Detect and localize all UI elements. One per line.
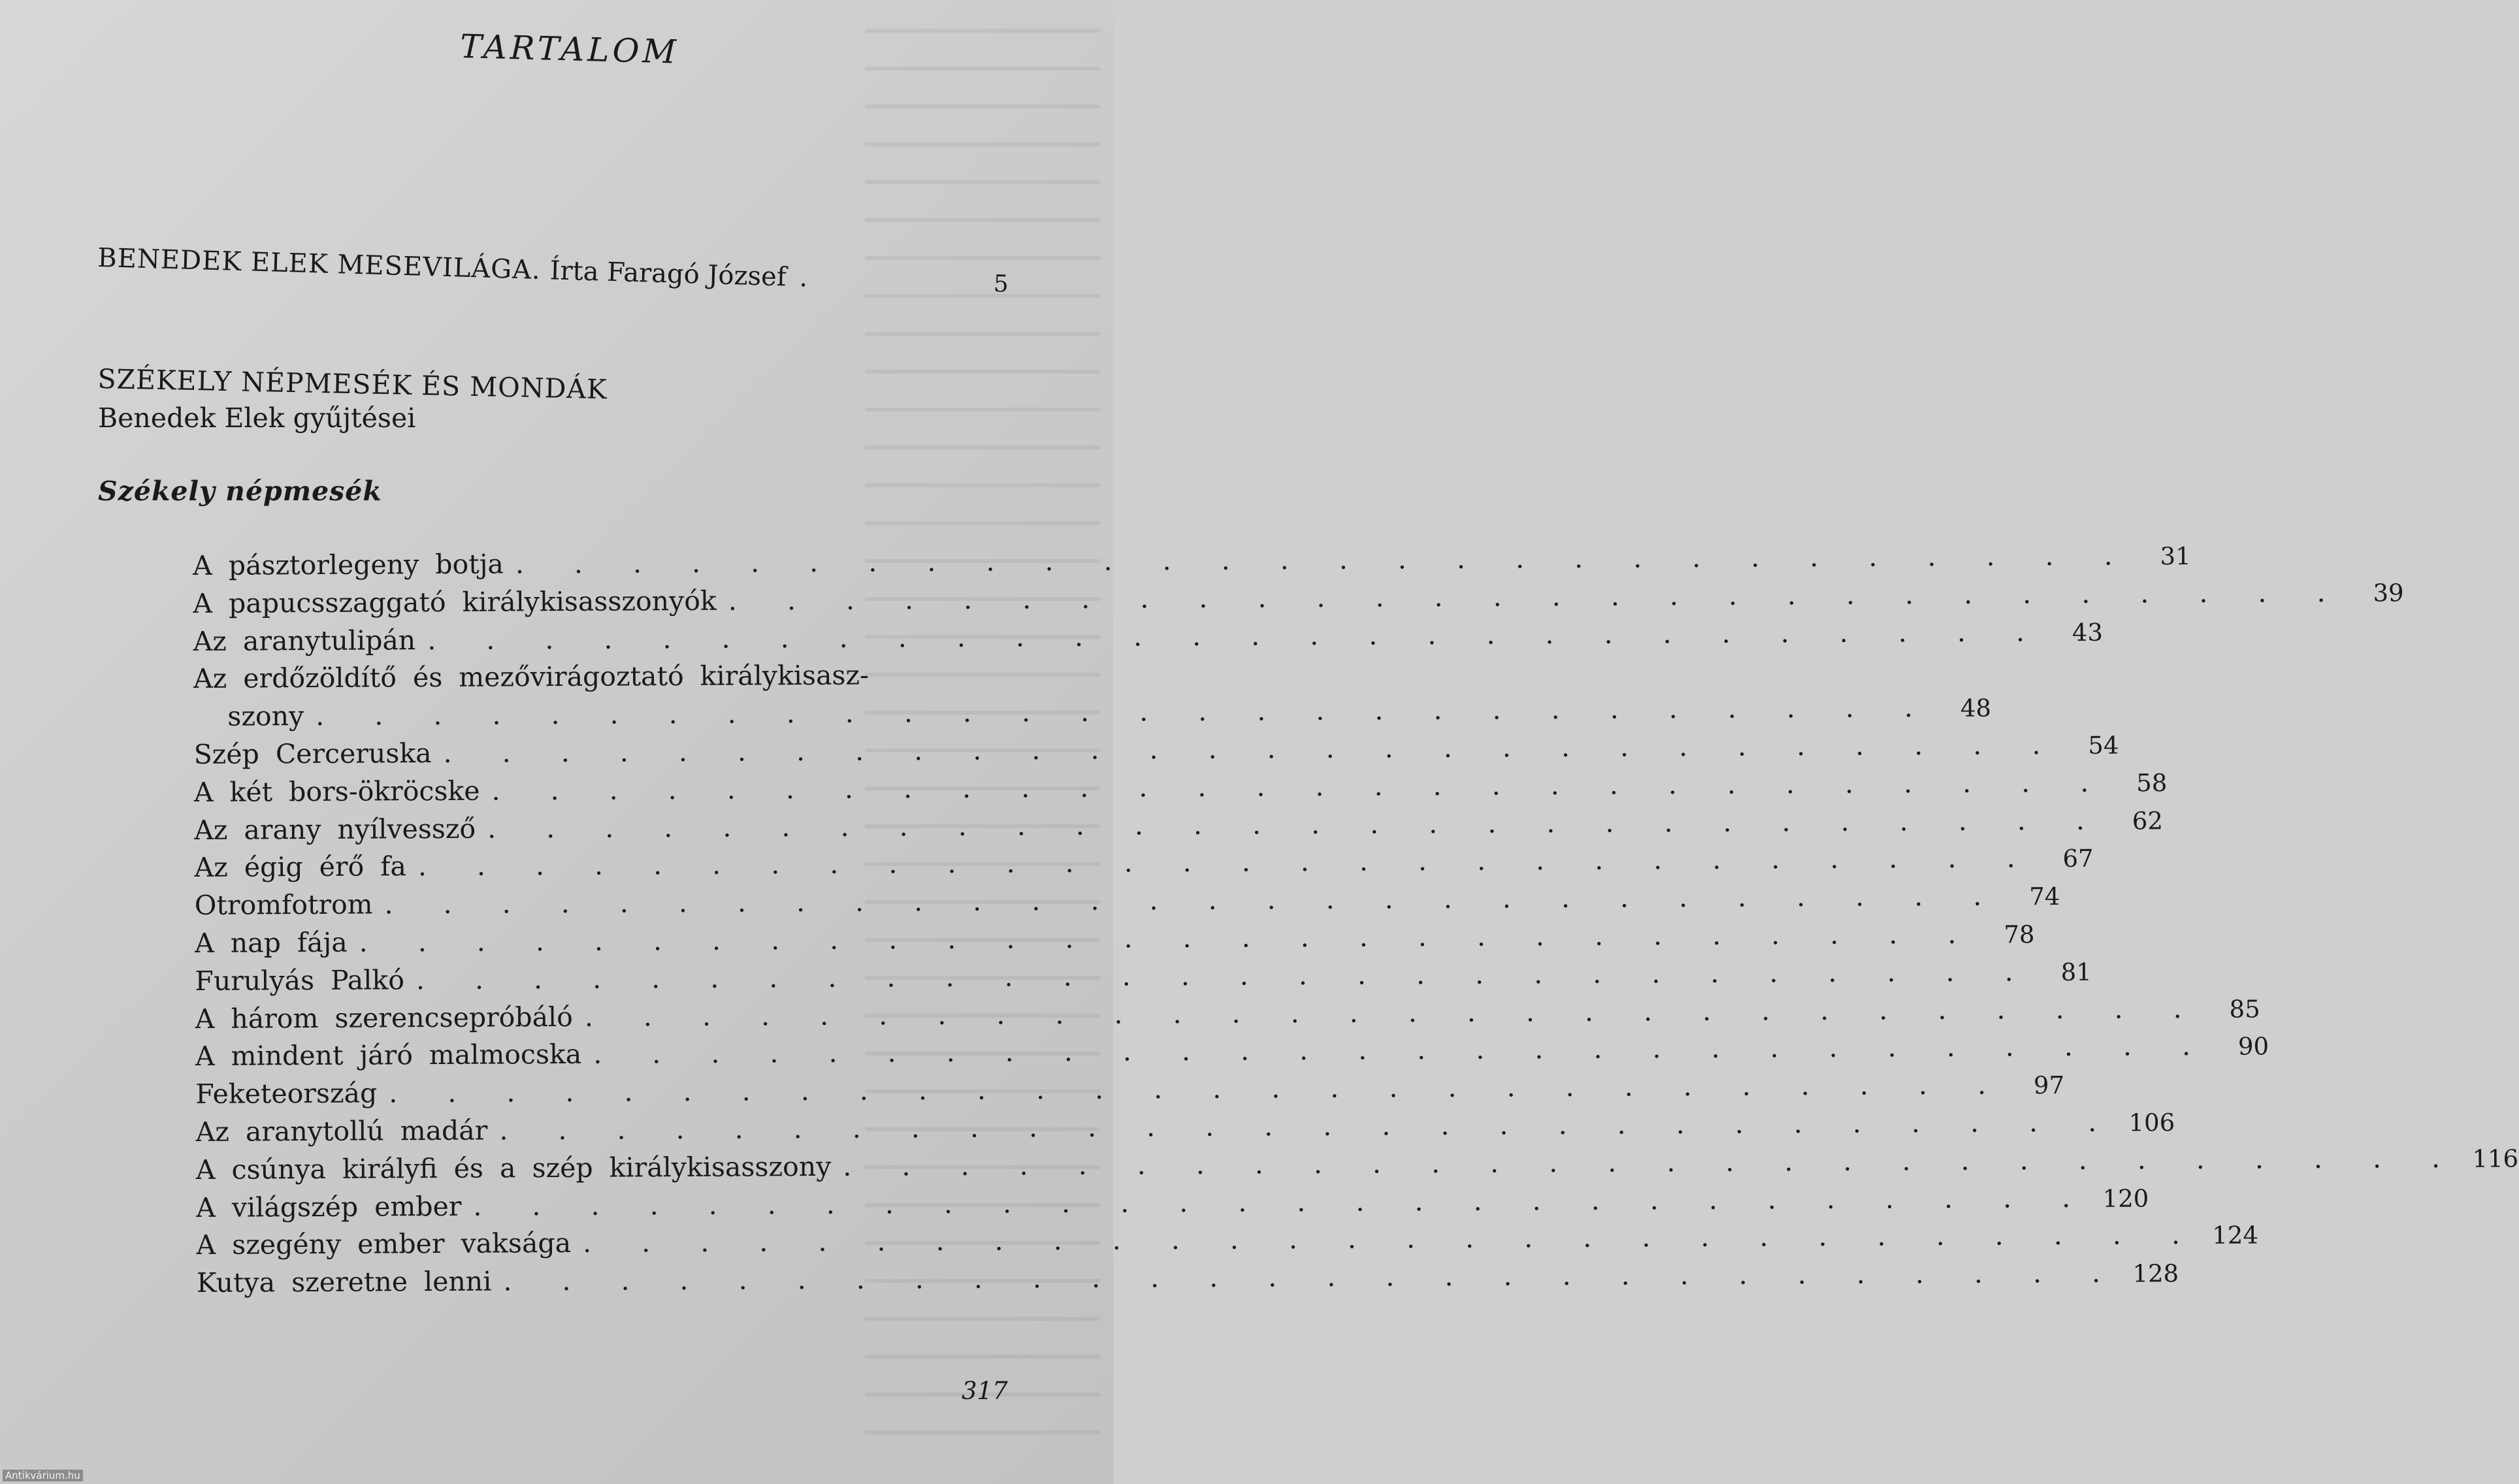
toc-entry-page: 120 (2102, 1184, 2149, 1213)
toc-entry (193, 729, 2119, 776)
toc-entry-title: A három szerencsepróbáló (195, 1001, 574, 1035)
toc-entry-title: Feketeország (195, 1077, 378, 1110)
toc-entry (195, 956, 2092, 1003)
toc-leader: . . . . . . . . . . . . . . . . . . . . . . . . . . . . (427, 615, 2042, 656)
toc-entry (196, 1219, 2259, 1267)
toc-entry (195, 1030, 2269, 1078)
toc-entry-page: 81 (2060, 958, 2092, 986)
toc-entry-title: Az erdőzöldítő és mezővirágoztató királykisasz- (193, 659, 869, 695)
toc-entry-page: 90 (2237, 1032, 2269, 1061)
toc-entry-page: 54 (2088, 731, 2119, 760)
toc-entry (195, 918, 2035, 965)
toc-entry-title: Kutya szeretne lenni (196, 1265, 492, 1299)
toc-entry-title: Furulyás Palkó (195, 964, 405, 997)
toc-leader: . . . . . . . . . . . . . . . . . . . . . . . . . . . . (843, 1142, 2458, 1182)
toc-entry-page: 116 (2472, 1144, 2519, 1173)
toc-entry-title: A mindent járó malmocska (195, 1039, 582, 1073)
toc-entry-page: 128 (2132, 1259, 2179, 1288)
toc-entry-continuation (193, 692, 1992, 739)
subsection-title: Székely népmesék (98, 476, 382, 507)
toc-leader: . . . . . . . . . . . . . . . . . . . . . . . . . . . . (415, 956, 2030, 995)
toc-leader: . . . . . . . . . . . . . . . . . . . . . . . . . . . . (491, 766, 2106, 807)
toc-entry-title: Az aranytulipán (193, 624, 416, 657)
toc-entry (195, 1142, 2519, 1191)
toc-entry-title: Az arany nyílvessző (194, 813, 476, 846)
toc-entry-title: A csúnya királyfi és a szép királykisasszony (195, 1150, 832, 1186)
toc-leader: . . . . . . . . . . . . . . . . . . . . . . . . . . . . (443, 729, 2058, 769)
toc-entry-title: A pásztorlegeny botja (193, 548, 504, 581)
page-number: 317 (962, 1377, 1008, 1405)
toc-leader: . . . . . . . . . . . . . . . . . . . . . . . . . . . . (503, 1257, 2118, 1297)
toc-entry-page: 39 (2373, 579, 2404, 607)
toc-entry-page: 106 (2128, 1108, 2175, 1137)
toc-entry-page: 48 (1960, 694, 1992, 723)
toc-leader: . . . . . . . . . . . . . . . . . . . . . . . . . . . . (473, 1182, 2088, 1222)
toc-entry-page: 97 (2033, 1071, 2065, 1100)
toc-entry-title: A papucsszaggató királykisasszonyók (193, 585, 717, 619)
toc-entry-page: 31 (2160, 541, 2191, 571)
toc-entry-title: A világszép ember (196, 1190, 462, 1223)
toc-entry (196, 1257, 2179, 1305)
toc-entry-page: 74 (2029, 882, 2060, 911)
toc-entry-page: 124 (2212, 1221, 2259, 1250)
toc-entry-page: 85 (2229, 995, 2260, 1024)
toc-entry-title: A szegény ember vaksága (196, 1227, 572, 1261)
toc-entry-page: 43 (2072, 618, 2104, 647)
toc-entry-title-continuation: szony (227, 700, 304, 732)
toc-entry-page: 62 (2132, 806, 2164, 835)
toc-leader: . . . . . . . . . . . . . . . . . . . . . . . . . . . . (593, 1030, 2208, 1071)
toc-leader: . . . . . . . . . . . . . . . . . . . . . . . . . . . . (515, 540, 2130, 580)
toc-entry (193, 540, 2191, 587)
toc-leader: . . . . . . . . . . . . . . . . . . . . . . . . . . . . (499, 1106, 2114, 1146)
toc-entry (195, 1106, 2175, 1153)
section-title: SZÉKELY NÉPMESÉK ÉS MONDÁK (97, 363, 608, 406)
toc-leader: . . . . . . . . . . . . . . . . . . . . . . . . . . . . (417, 842, 2032, 882)
toc-entry (196, 1182, 2149, 1229)
toc-entry (194, 804, 2164, 852)
toc-entry (195, 1069, 2065, 1116)
toc-entry (193, 766, 2168, 814)
toc-entry-title: Szép Cerceruska (193, 737, 432, 770)
intro-dot: . (798, 263, 808, 293)
toc-list (193, 540, 2519, 1304)
toc-entry (193, 615, 2104, 663)
toc-entry-title: Otromfotrom (194, 888, 373, 922)
toc-leader: . . . . . . . . . . . . . . . . . . . . . . . . . . . . (389, 1069, 2004, 1109)
toc-entry-page: 78 (2004, 920, 2035, 949)
intro-caps: BENEDEK ELEK MESEVILÁGA. (97, 243, 542, 285)
toc-leader: . . . . . . . . . . . . . . . . . . . . . . . . . . . . (583, 1219, 2198, 1259)
toc-entry (195, 992, 2260, 1040)
toc-entry-page: 67 (2062, 845, 2094, 873)
toc-entry-wrapped (193, 659, 1010, 701)
toc-entry-title: A két bors-ökröcske (193, 775, 480, 808)
watermark: Antikvárium.hu (3, 1470, 83, 1481)
toc-entry (193, 576, 2404, 625)
toc-entry (194, 842, 2094, 890)
page-title: TARTALOM (459, 27, 680, 71)
toc-leader: . . . . . . . . . . . . . . . . . . . . . . . . . . . . (384, 880, 1999, 920)
intro-author: Írta Faragó József (549, 255, 787, 293)
section-subtitle: Benedek Elek gyűjtései (98, 402, 416, 434)
toc-leader: . . . . . . . . . . . . . . . . . . . . . . . . . . . . (316, 692, 1930, 732)
toc-leader: . . . . . . . . . . . . . . . . . . . . . . . . . . . . (359, 918, 1974, 958)
toc-entry (194, 880, 2060, 928)
toc-entry-page: 58 (2136, 768, 2168, 798)
toc-leader: . . . . . . . . . . . . . . . . . . . . . . . . . . . . (584, 992, 2199, 1033)
toc-entry-title: Az égig érő fa (194, 850, 407, 884)
toc-leader: . . . . . . . . . . . . . . . . . . . . . . . . . . . . (487, 804, 2102, 845)
intro-page-number: 5 (993, 270, 1009, 298)
toc-entry-title: Az aranytollú madár (195, 1114, 488, 1148)
toc-leader: . . . . . . . . . . . . . . . . . . . . . . . . . . . . (728, 576, 2343, 617)
toc-entry-title: A nap fája (195, 926, 348, 959)
